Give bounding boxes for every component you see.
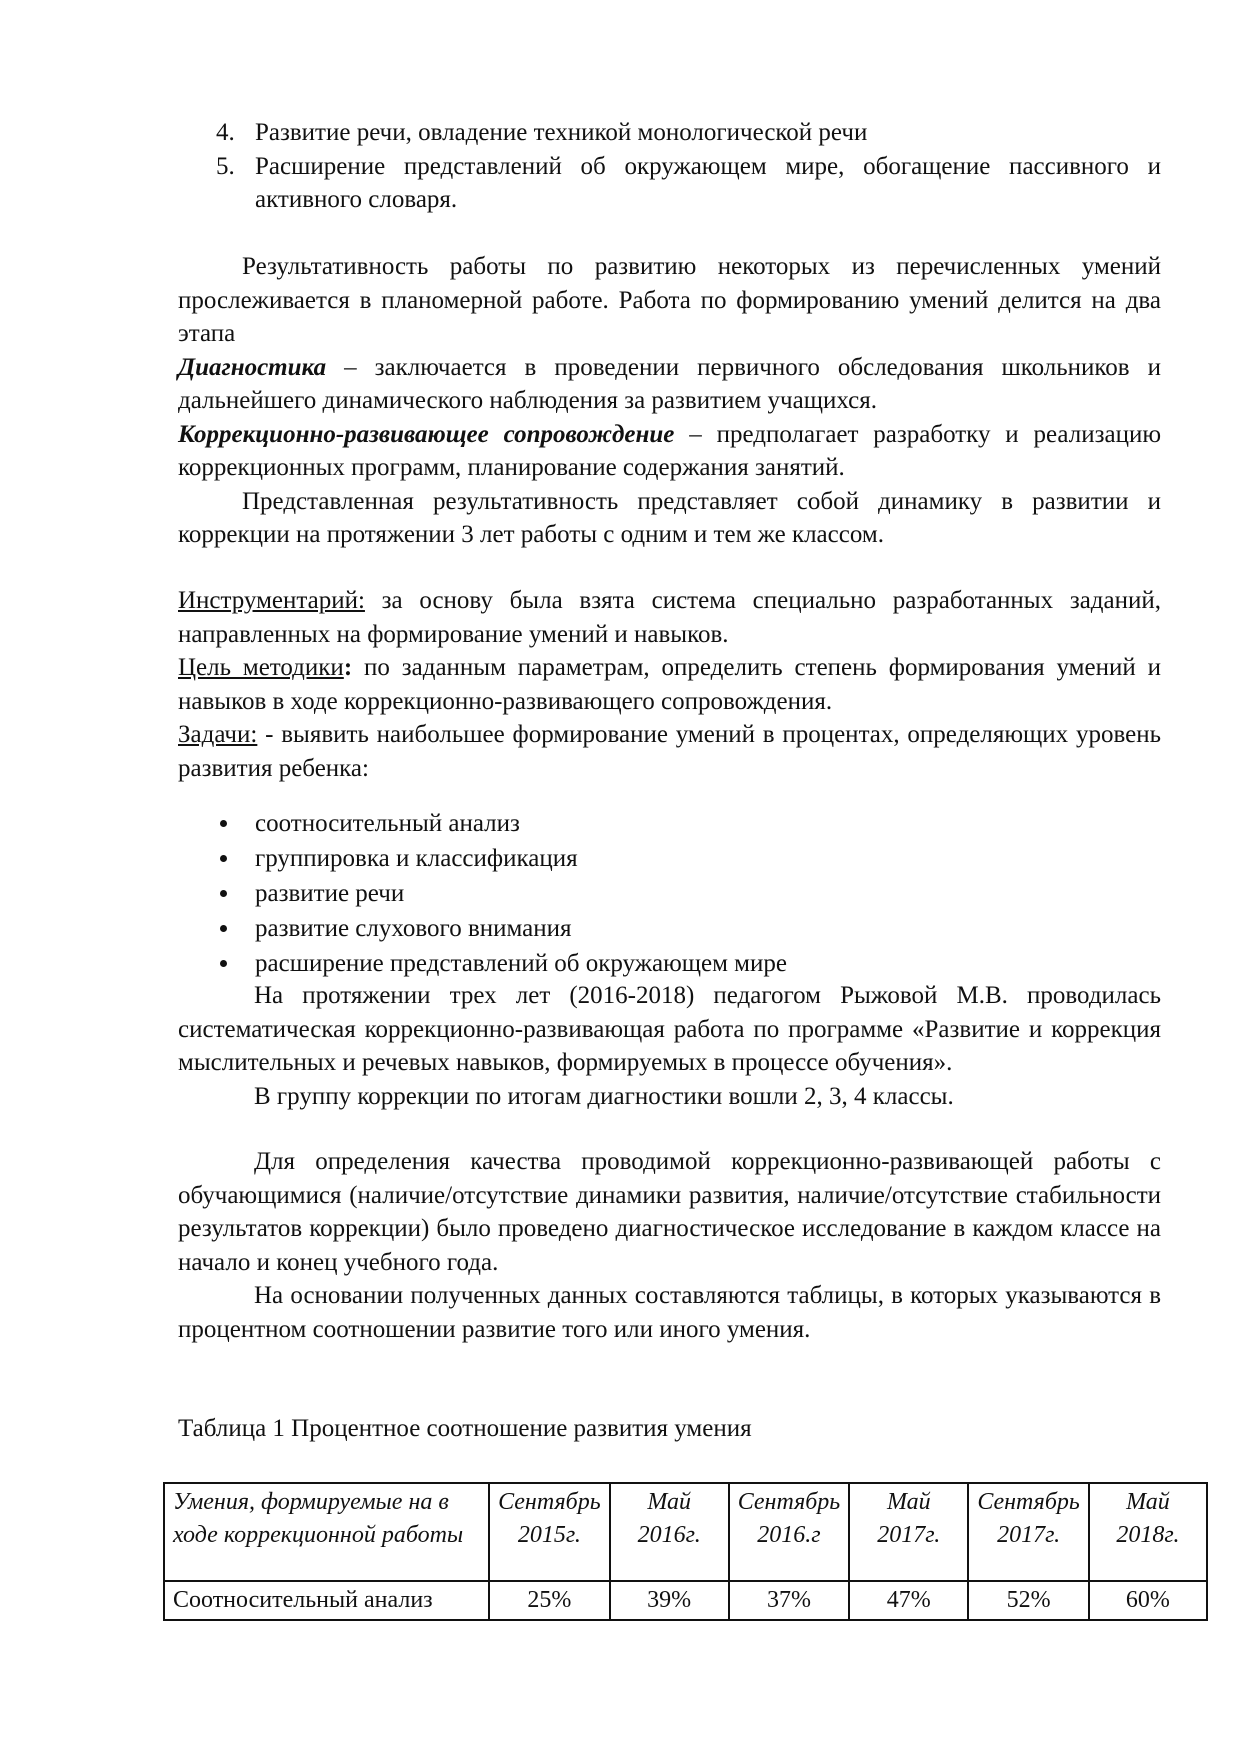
table-header-row	[164, 1483, 1207, 1581]
list-number: 5.	[216, 152, 235, 180]
bullet-icon	[220, 855, 227, 862]
bullet-text: развитие речи	[255, 880, 405, 907]
term-correction: Коррекционно-развивающее сопровождение	[178, 420, 675, 448]
header-may-2016: Май 2016г.	[610, 1483, 729, 1581]
term-definition: – заключается в проведении первичного обследования школьников и	[326, 353, 1161, 381]
paragraph-line: навыков в ходе коррекционно-развивающего сопровождения.	[178, 687, 833, 715]
paragraph-line: мыслительных и речевых навыков, формируемых в процессе обучения».	[178, 1049, 953, 1076]
list-item-continuation	[178, 183, 1161, 217]
skills-table	[163, 1482, 1208, 1621]
tasks-line	[178, 718, 1161, 752]
list-text: Расширение представлений об окружающем мире, обогащение пассивного и	[255, 152, 1161, 180]
paragraph-line: Результативность работы по развитию некоторых из перечисленных умений	[242, 253, 1161, 280]
goal-text: по заданным параметрам, определить степень формирования умений и	[352, 654, 1161, 681]
instruments-line	[178, 584, 1161, 618]
instruments-text: за основу была взята система специально разработанных заданий,	[364, 587, 1161, 614]
term-diagnostics: Диагностика	[178, 353, 327, 381]
paragraph-line: этапа	[178, 320, 236, 347]
paragraph-line: начало и конец учебного года.	[178, 1248, 499, 1276]
paragraph-line: процентном соотношении развитие того или иного умения.	[178, 1315, 811, 1343]
paragraph-line: результатов коррекции) было проведено диагностическое исследование в каждом классе на	[178, 1215, 1161, 1242]
bullet-item	[178, 806, 1161, 841]
numbered-list	[178, 116, 1161, 217]
goal-line	[178, 651, 1161, 685]
bullet-icon	[220, 890, 227, 897]
bullet-item	[178, 876, 1161, 911]
section-program	[178, 979, 1161, 1113]
bullet-icon	[220, 960, 227, 967]
bullet-text: соотносительный анализ	[255, 810, 520, 837]
bullet-icon	[220, 820, 227, 827]
goal-colon: :	[343, 654, 353, 681]
paragraph-line: обучающимися (наличие/отсутствие динамики развития, наличие/отсутствие стабильности	[178, 1181, 1161, 1209]
header-sep-2017: Сентябрь 2017г.	[968, 1483, 1089, 1581]
cell-value: 52%	[968, 1581, 1089, 1620]
bullet-item	[178, 946, 1161, 981]
correction-line	[178, 418, 1161, 452]
instruments-label: Инструментарий:	[178, 587, 365, 614]
list-number: 4.	[216, 119, 235, 146]
tasks-label: Задачи:	[178, 721, 258, 748]
cell-value: 37%	[729, 1581, 850, 1620]
header-may-2018: Май 2018г.	[1089, 1483, 1207, 1581]
paragraph-line: прослеживается в планомерной работе. Работа по формированию умений делится на два	[178, 286, 1161, 314]
cell-skill: Соотносительный анализ	[164, 1581, 489, 1620]
cell-value: 47%	[849, 1581, 968, 1620]
term-definition: – предполагает разработку и реализацию	[674, 420, 1162, 448]
bullet-text: расширение представлений об окружающем мире	[255, 950, 787, 977]
paragraph-line: направленных на формирование умений и навыков.	[178, 620, 729, 648]
cell-value: 25%	[489, 1581, 610, 1620]
tasks-text: - выявить наибольшее формирование умений в процентах, определяющих уровень	[257, 721, 1161, 748]
bullet-icon	[220, 925, 227, 932]
cell-value: 60%	[1089, 1581, 1207, 1620]
bullet-text: развитие слухового внимания	[255, 915, 572, 942]
list-text: Развитие речи, овладение техникой монологической речи	[255, 119, 868, 146]
section-method	[178, 584, 1161, 785]
section-stages	[178, 250, 1161, 552]
paragraph-line: дальнейшего динамического наблюдения за развитием учащихся.	[178, 387, 877, 414]
bullet-item	[178, 841, 1161, 876]
bullet-text: группировка и классификация	[255, 845, 578, 872]
header-sep-2015: Сентябрь 2015г.	[489, 1483, 610, 1581]
bullet-item	[178, 911, 1161, 946]
table-caption: Таблица 1 Процентное соотношение развития умения	[178, 1415, 752, 1442]
paragraph-line: систематическая коррекционно-развивающая работа по программе «Развитие и коррекция	[178, 1015, 1161, 1043]
bullet-list	[178, 806, 1161, 981]
paragraph-line: развития ребенка:	[178, 754, 369, 782]
header-sep-2016: Сентябрь 2016.г	[729, 1483, 850, 1581]
list-item	[178, 116, 1161, 150]
paragraph-line: коррекционных программ, планирование содержания занятий.	[178, 454, 845, 481]
list-item	[178, 150, 1161, 184]
paragraph-line: На протяжении трех лет (2016-2018) педагогом Рыжовой М.В. проводилась	[254, 982, 1161, 1009]
diagnostics-line	[178, 351, 1161, 385]
section-quality	[178, 1145, 1161, 1346]
cell-value: 39%	[610, 1581, 729, 1620]
paragraph-line: На основании полученных данных составляются таблицы, в которых указываются в	[254, 1282, 1161, 1309]
paragraph-line: коррекции на протяжении 3 лет работы с одним и тем же классом.	[178, 521, 884, 548]
paragraph-line: В группу коррекции по итогам диагностики вошли 2, 3, 4 классы.	[254, 1082, 954, 1110]
header-skills: Умения, формируемые на в ходе коррекционной работы	[164, 1483, 489, 1581]
paragraph-line: Представленная результативность представляет собой динамику в развитии и	[242, 487, 1161, 515]
goal-label: Цель методики	[178, 654, 344, 681]
header-may-2017: Май 2017г.	[849, 1483, 968, 1581]
list-text: активного словаря.	[255, 186, 458, 213]
paragraph-line: Для определения качества проводимой коррекционно-развивающей работы с	[254, 1148, 1161, 1175]
table-row	[164, 1581, 1207, 1620]
